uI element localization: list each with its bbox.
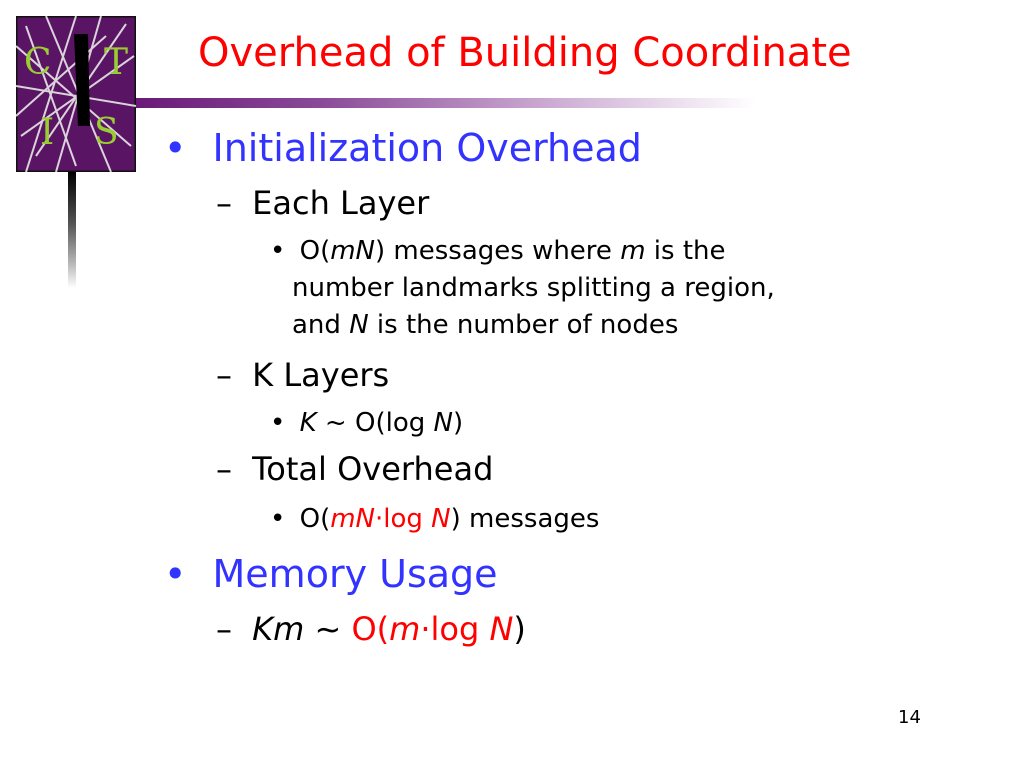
logo-letter-c: C: [24, 42, 52, 83]
dash-marker: –: [216, 356, 232, 394]
text-o-log: ~ O(log: [316, 408, 434, 438]
text-messages-where: ) messages where: [375, 236, 621, 266]
text-m: m: [389, 610, 421, 648]
text-and: and: [292, 310, 350, 340]
page-number: 14: [898, 707, 921, 728]
dash-marker: –: [216, 610, 232, 648]
text-close: ): [513, 610, 526, 648]
vertical-divider: [68, 172, 76, 288]
bullet-memory-usage: [164, 552, 498, 596]
text-Km: Km: [252, 610, 305, 648]
subbullet-k-layers: [216, 356, 389, 394]
detail-messages-line2: number landmarks splitting a region,: [292, 273, 775, 303]
text-o: O(: [299, 236, 331, 266]
title-underline-bar: [136, 98, 756, 108]
text-o: O(: [299, 504, 331, 534]
university-logo: [16, 16, 136, 172]
subbullet-each-layer: [216, 184, 429, 222]
logo-letter-s: S: [94, 112, 119, 153]
detail-messages-line1: [270, 236, 725, 266]
text-messages: ) messages: [450, 504, 600, 534]
text-m: m: [620, 236, 646, 266]
logo-letter-t: T: [104, 42, 129, 83]
text-mN: mN: [330, 236, 375, 266]
text-N: N: [489, 610, 514, 648]
bullet-marker: •: [164, 552, 187, 596]
text-dot: ·: [420, 610, 431, 648]
logo-letter-i: I: [40, 112, 55, 153]
text-o: O(: [351, 610, 390, 648]
text-is-the: is the: [645, 236, 726, 266]
bullet-initialization-overhead: [164, 126, 642, 170]
text-log: log: [383, 504, 432, 534]
bullet-label: Memory Usage: [212, 552, 498, 596]
bullet-marker: •: [270, 408, 286, 438]
text-number-of-nodes: is the number of nodes: [368, 310, 679, 340]
subbullet-label: Total Overhead: [252, 450, 494, 488]
text-N: N: [349, 310, 369, 340]
memory-formula: [216, 610, 526, 648]
text-mN: mN: [330, 504, 375, 534]
text-N: N: [431, 504, 451, 534]
detail-total-overhead: [270, 504, 599, 534]
text-N: N: [433, 408, 453, 438]
text-log: log: [430, 610, 490, 648]
bullet-marker: •: [270, 504, 286, 534]
text-tilde: ~: [304, 610, 352, 648]
text-close: ): [452, 408, 464, 438]
text-dot: ·: [375, 504, 384, 534]
logo-graphic: [16, 16, 136, 172]
slide-title: Overhead of Building Coordinate: [198, 30, 852, 76]
bullet-marker: •: [164, 126, 187, 170]
detail-k-layers: [270, 408, 463, 438]
subbullet-label: K Layers: [252, 356, 390, 394]
bullet-marker: •: [270, 236, 286, 266]
subbullet-total-overhead: [216, 450, 493, 488]
detail-messages-line3: [292, 310, 678, 340]
dash-marker: –: [216, 184, 232, 222]
bullet-label: Initialization Overhead: [212, 126, 642, 170]
text-K: K: [299, 408, 317, 438]
dash-marker: –: [216, 450, 232, 488]
subbullet-label: Each Layer: [252, 184, 430, 222]
